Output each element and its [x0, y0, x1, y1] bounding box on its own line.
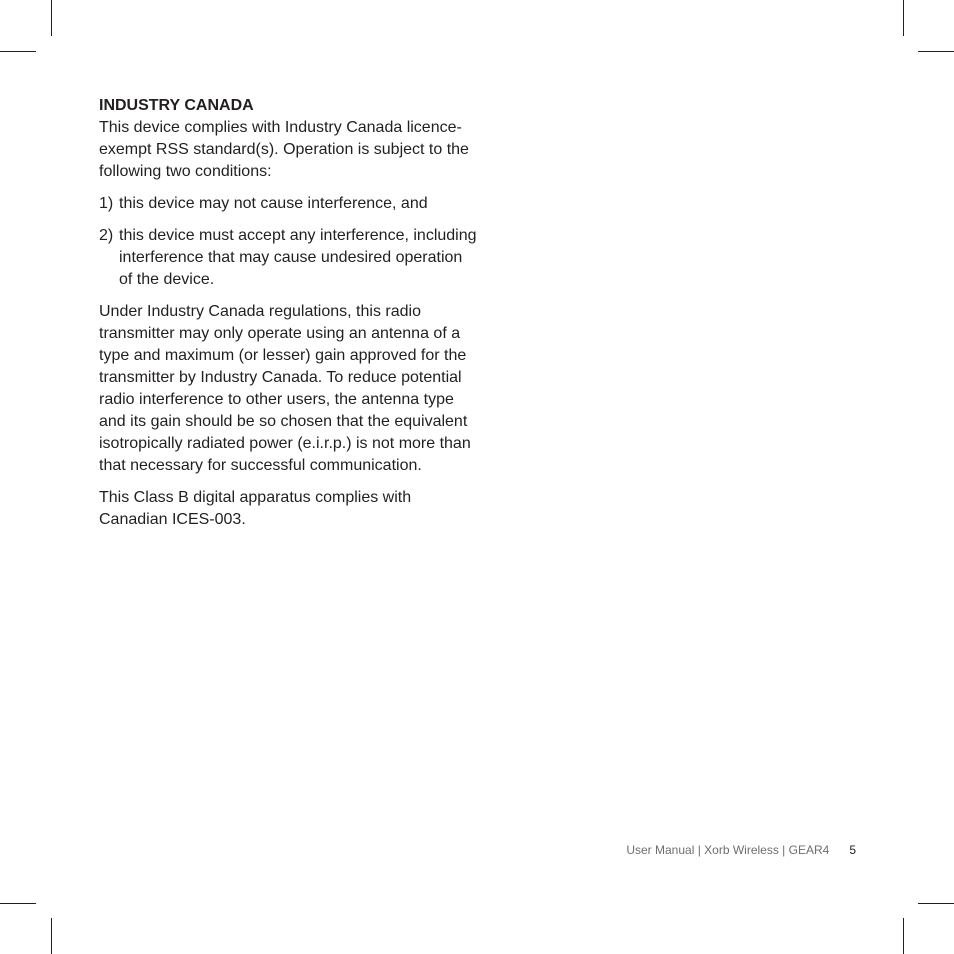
- crop-mark-bottom-left-vertical: [51, 918, 52, 954]
- regulations-paragraph: Under Industry Canada regulations, this radio transmitter may only operate using an antenna of a type and maximum (or lesser) gain approved for the transmitter by Industry Canada. To reduce potential radio interference to other users, the antenna type and its gain should be so chosen that the equivalent isotropically radiated power (e.i.r.p.) is not more than that necessary for successful communication.: [99, 303, 471, 474]
- crop-mark-top-right-horizontal: [918, 51, 954, 52]
- condition-text: this device may not cause interference, and: [119, 195, 428, 212]
- condition-number: 1): [99, 195, 114, 212]
- page-number: 5: [849, 843, 856, 857]
- crop-mark-bottom-right-vertical: [903, 918, 904, 954]
- condition-item: [99, 193, 479, 215]
- condition-text: this device must accept any interference, including interference that may cause undesired operation of the device.: [119, 227, 477, 288]
- crop-mark-bottom-left-horizontal: [0, 903, 36, 904]
- intro-paragraph: This device complies with Industry Canada licence-exempt RSS standard(s). Operation is subject to the following two conditions:: [99, 119, 469, 180]
- page-footer: [560, 842, 856, 858]
- industry-canada-section: [99, 95, 479, 541]
- class-b-paragraph: This Class B digital apparatus complies with Canadian ICES-003.: [99, 489, 412, 528]
- condition-number: 2): [99, 227, 114, 244]
- section-heading: INDUSTRY CANADA: [99, 97, 254, 114]
- footer-text: User Manual | Xorb Wireless | GEAR4: [626, 843, 830, 857]
- crop-mark-top-left-vertical: [51, 0, 52, 36]
- condition-item: [99, 225, 479, 291]
- crop-mark-top-left-horizontal: [0, 51, 36, 52]
- crop-mark-top-right-vertical: [903, 0, 904, 36]
- crop-mark-bottom-right-horizontal: [918, 903, 954, 904]
